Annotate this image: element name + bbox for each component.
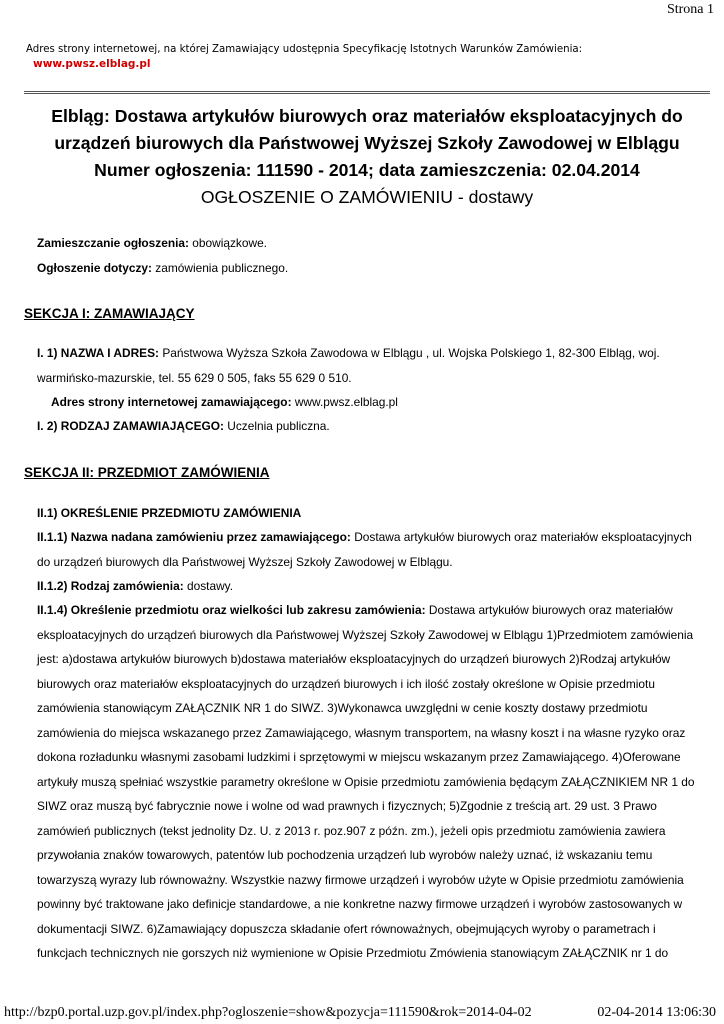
- order-name-row: [37, 530, 692, 544]
- subject-subheading: II.1) OKREŚLENIE PRZEDMIOTU ZAMÓWIENIA: [37, 506, 302, 520]
- placement-row: [37, 236, 267, 250]
- scope-line: zamówień publicznych (tekst jednolity Dz. U. z 2013 r. poz.907 z późn. zm.), jeżeli opis przedmiotu zamówienia zawiera: [37, 824, 666, 838]
- title-line-3: Numer ogłoszenia: 111590 - 2014; data zamieszczenia: 02.04.2014: [94, 160, 640, 180]
- name-address-row: [37, 346, 660, 360]
- page-number: Strona 1: [666, 2, 714, 17]
- scope-line: przywołania znaków towarowych, patentów lub pochodzenia urządzeń lub wyrobów należy uznać, iż wskazaniu temu: [37, 848, 653, 862]
- section-2-heading: SEKCJA II: PRZEDMIOT ZAMÓWIENIA: [24, 465, 270, 480]
- section-1-heading: SEKCJA I: ZAMAWIAJĄCY: [24, 306, 195, 321]
- scope-line: powinny być traktowane jako definicje standardowe, a nie konkretne nazwy firmowe urządzeń i wyrobów zastosowanych w: [37, 897, 683, 911]
- name-address-label: I. 1) NAZWA I ADRES:: [37, 346, 159, 360]
- order-name-cont: do urządzeń biurowych dla Państwowej Wyższej Szkoły Zawodowej w Elblągu.: [37, 555, 453, 569]
- scope-line: eksploatacyjnych do urządzeń biurowych dla Państwowej Wyższej Szkoły Zawodowej w Elblągu 1)Przedmiotem zamówienia: [37, 628, 694, 642]
- scope-line: towarzyszą wyrazy lub równoważny. Wszystkie nazwy firmowe urządzeń i wyrobów użyte w Opisie przedmiotu zamówienia: [37, 873, 684, 887]
- header-divider: [24, 91, 710, 94]
- scope-line: Dostawa artykułów biurowych oraz materiałów: [428, 603, 673, 617]
- placement-label: Zamieszczanie ogłoszenia:: [37, 236, 189, 250]
- footer-datetime: 02-04-2014 13:06:30: [597, 1005, 716, 1020]
- order-kind-row: [37, 579, 233, 593]
- concerns-label: Ogłoszenie dotyczy:: [37, 261, 152, 275]
- notice-title: [24, 103, 710, 211]
- name-address-value: Państwowa Wyższa Szkoła Zawodowa w Elblągu , ul. Wojska Polskiego 1, 82-300 Elbląg, woj.: [162, 346, 660, 360]
- placement-value: obowiązkowe.: [192, 236, 267, 250]
- scope-line: dokona rozładunku własnymi zasobami ludzkimi i sprzętowymi w miejscu wskazanym przez Zamawiającego. 4)Oferowane: [37, 750, 681, 764]
- contractor-type-row: [37, 419, 330, 433]
- web-address-value: www.pwsz.elblag.pl: [294, 395, 398, 409]
- scope-label: II.1.4) Określenie przedmiotu oraz wielkości lub zakresu zamówienia:: [37, 603, 426, 617]
- concerns-value: zamówienia publicznego.: [155, 261, 289, 275]
- order-kind-label: II.1.2) Rodzaj zamówienia:: [37, 579, 184, 593]
- order-kind-value: dostawy.: [187, 579, 234, 593]
- scope-line: dokumentacji SIWZ. 6)Zamawiający dopuszcza składanie ofert równoważnych, obejmujących wyroby o parametrach i: [37, 922, 656, 936]
- scope-line: zamówienia do miejsca wskazanego przez Zamawiającego, własnym transportem, na własny koszt i na własne ryzyko oraz: [37, 726, 686, 740]
- notice-type: OGŁOSZENIE O ZAMÓWIENIU - dostawy: [200, 187, 534, 207]
- title-line-2: urządzeń biurowych dla Państwowej Wyższej Szkoły Zawodowej w Elblągu: [54, 133, 680, 153]
- scope-line: artykuły muszą spełniać wszystkie parametry określone w Opisie przedmiotu zamówienia będącym ZAŁĄCZNIKIEM NR 1 do: [37, 775, 695, 789]
- web-address-row: [51, 395, 398, 409]
- siwz-site-label: Adres strony internetowej, na której Zamawiający udostępnia Specyfikację Istotnych Warunków Zamówienia:: [26, 44, 583, 55]
- web-address-label: Adres strony internetowej zamawiającego:: [51, 395, 292, 409]
- contractor-type-value: Uczelnia publiczna.: [227, 419, 330, 433]
- siwz-site-link[interactable]: www.pwsz.elblag.pl: [33, 58, 151, 70]
- order-name-value: Dostawa artykułów biurowych oraz materiałów eksploatacyjnych: [354, 530, 692, 544]
- name-address-cont: warmińsko-mazurskie, tel. 55 629 0 505, faks 55 629 0 510.: [37, 371, 352, 385]
- concerns-row: [37, 261, 288, 275]
- scope-line: funkcjach technicznych nie gorszych niż wymienione w Opisie Przedmiotu Zmówienia stanowiącym ZAŁĄCZNIK nr 1 do: [37, 946, 669, 960]
- scope-line: zamówienia stanowiącym ZAŁĄCZNIK NR 1 do SIWZ. 3)Wykonawca uwzględni w cenie koszty dostawy przedmiotu: [37, 701, 648, 715]
- scope-line: biurowych oraz materiałów eksploatacyjnych do urządzeń biurowych i ich ilość zostały określone w Opisie przedmiotu: [37, 677, 655, 691]
- order-name-label: II.1.1) Nazwa nadana zamówieniu przez zamawiającego:: [37, 530, 351, 544]
- title-line-1: Elbląg: Dostawa artykułów biurowych oraz materiałów eksploatacyjnych do: [51, 106, 683, 126]
- contractor-type-label: I. 2) RODZAJ ZAMAWIAJĄCEGO:: [37, 419, 224, 433]
- footer-url[interactable]: http://bzp0.portal.uzp.gov.pl/index.php?ogloszenie=show&pozycja=111590&rok=2014-04-02: [4, 1005, 532, 1020]
- scope-line: SIWZ oraz muszą być fabrycznie nowe i wolne od wad prawnych i fizycznych; 5)Zgodnie z treścią art. 29 ust. 3 Prawo: [37, 799, 657, 813]
- scope-line: jest: a)dostawa artykułów biurowych b)dostawa materiałów eksploatacyjnych do urządzeń biurowych 2)Rodzaj artykułów: [37, 652, 671, 666]
- scope-row: [37, 603, 673, 617]
